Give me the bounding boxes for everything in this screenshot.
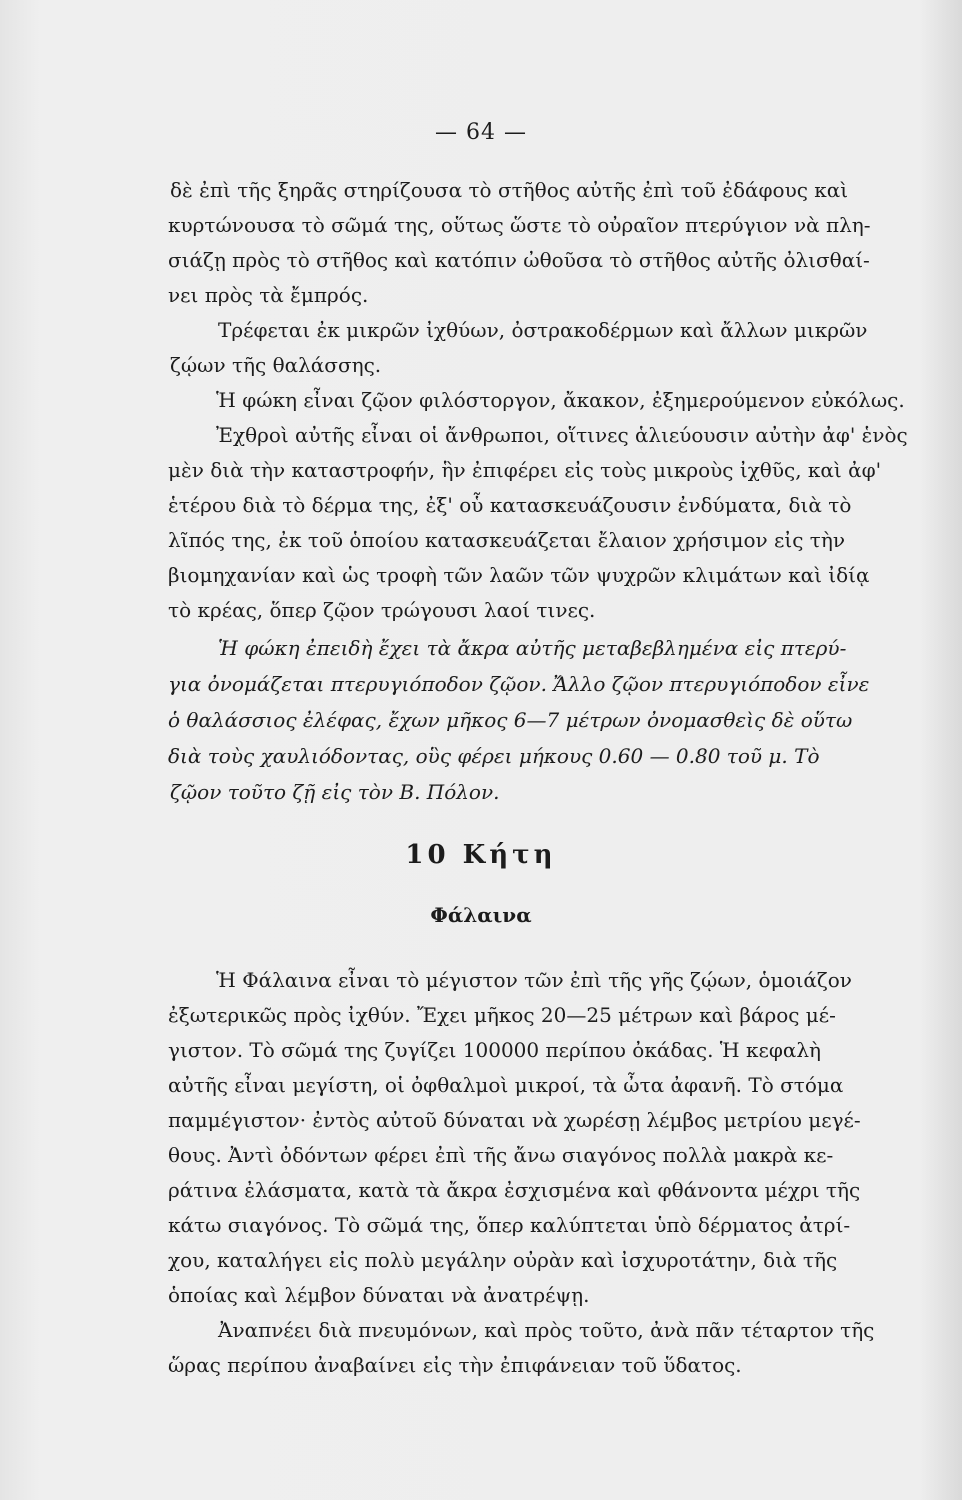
- page-number: — 64 —: [435, 120, 527, 145]
- text-line: μὲν διὰ τὴν καταστροφήν, ἣν ἐπιφέρει εἰς τοὺς μικροὺς ἰχθῦς, καὶ ἀφ': [168, 458, 882, 482]
- text-line: τὸ κρέας, ὅπερ ζῷον τρώγουσι λαοί τινες.: [168, 598, 596, 622]
- text-line: παμμέγιστον· ἐντὸς αὐτοῦ δύναται νὰ χωρέσῃ λέμβος μετρίου μεγέ-: [168, 1108, 861, 1132]
- text-line: δὲ ἐπὶ τῆς ξηρᾶς στηρίζουσα τὸ στῆθος αὐτῆς ἐπὶ τοῦ ἐδάφους καὶ: [170, 178, 849, 202]
- text-line: Τρέφεται ἐκ μικρῶν ἰχθύων, ὀστρακοδέρμων καὶ ἄλλων μικρῶν: [218, 318, 868, 342]
- text-line: λῖπός της, ἐκ τοῦ ὁποίου κατασκευάζεται ἔλαιον χρήσιμον εἰς τὴν: [168, 528, 845, 552]
- text-line: ἐξωτερικῶς πρὸς ἰχθύν. Ἔχει μῆκος 20—25 μέτρων καὶ βάρος μέ-: [168, 1003, 836, 1027]
- section-heading: 10 Κήτη: [405, 840, 557, 870]
- text-line: νει πρὸς τὰ ἔμπρός.: [168, 283, 369, 307]
- text-line: Ἡ Φάλαινα εἶναι τὸ μέγιστον τῶν ἐπὶ τῆς γῆς ζῴων, ὁμοιάζον: [216, 968, 852, 992]
- subsection-heading: Φάλαινα: [430, 903, 532, 927]
- text-line: Ἡ φώκη εἶναι ζῷον φιλόστοργον, ἄκακον, ἐξημερούμενον εὐκόλως.: [216, 388, 905, 412]
- text-line: ζῷον τοῦτο ζῇ εἰς τὸν Β. Πόλον.: [170, 780, 500, 804]
- text-line: αὐτῆς εἶναι μεγίστη, οἱ ὀφθαλμοὶ μικροί, τὰ ὦτα ἀφανῆ. Τὸ στόμα: [168, 1073, 844, 1097]
- text-line: ράτινα ἐλάσματα, κατὰ τὰ ἄκρα ἐσχισμένα καὶ φθάνοντα μέχρι τῆς: [168, 1178, 861, 1202]
- text-line: ὁποίας καὶ λέμβον δύναται νὰ ἀνατρέψῃ.: [168, 1283, 590, 1307]
- text-line: Ἡ φώκη ἐπειδὴ ἔχει τὰ ἄκρα αὐτῆς μεταβεβλημένα εἰς πτερύ-: [218, 636, 847, 660]
- text-line: βιομηχανίαν καὶ ὡς τροφὴ τῶν λαῶν τῶν ψυχρῶν κλιμάτων καὶ ἰδίᾳ: [168, 563, 870, 587]
- text-line: για ὀνομάζεται πτερυγιόποδον ζῷον. Ἄλλο ζῷον πτερυγιόποδον εἶνε: [168, 672, 870, 696]
- text-line: ὁ θαλάσσιος ἐλέφας, ἔχων μῆκος 6—7 μέτρων ὀνομασθεὶς δὲ οὕτω: [168, 708, 853, 732]
- text-line: ζῴων τῆς θαλάσσης.: [170, 353, 382, 377]
- text-line: θους. Ἀντὶ ὀδόντων φέρει ἐπὶ τῆς ἄνω σιαγόνος πολλὰ μακρὰ κε-: [168, 1143, 834, 1167]
- text-line: σιάζῃ πρὸς τὸ στῆθος καὶ κατόπιν ὠθοῦσα τὸ στῆθος αὐτῆς ὀλισθαί-: [168, 248, 870, 272]
- text-line: χου, καταλήγει εἰς πολὺ μεγάλην οὐρὰν καὶ ἰσχυροτάτην, διὰ τῆς: [168, 1248, 838, 1272]
- text-line: Ἀναπνέει διὰ πνευμόνων, καὶ πρὸς τοῦτο, ἀνὰ πᾶν τέταρτον τῆς: [218, 1318, 875, 1342]
- text-line: γιστον. Τὸ σῶμά της ζυγίζει 100000 περίπου ὀκάδας. Ἡ κεφαλὴ: [168, 1038, 822, 1062]
- text-line: διὰ τοὺς χαυλιόδοντας, οὓς φέρει μήκους 0.60 — 0.80 τοῦ μ. Τὸ: [168, 744, 820, 768]
- text-line: κυρτώνουσα τὸ σῶμά της, οὕτως ὥστε τὸ οὐραῖον πτερύγιον νὰ πλη-: [168, 213, 871, 237]
- text-line: ἑτέρου διὰ τὸ δέρμα της, ἐξ' οὗ κατασκευάζουσιν ἐνδύματα, διὰ τὸ: [168, 493, 852, 517]
- text-line: Ἐχθροὶ αὐτῆς εἶναι οἱ ἄνθρωποι, οἵτινες ἁλιεύουσιν αὐτὴν ἀφ' ἑνὸς: [216, 423, 908, 447]
- text-line: ὥρας περίπου ἀναβαίνει εἰς τὴν ἐπιφάνειαν τοῦ ὕδατος.: [168, 1353, 742, 1377]
- text-line: κάτω σιαγόνος. Τὸ σῶμά της, ὅπερ καλύπτεται ὑπὸ δέρματος ἀτρί-: [168, 1213, 851, 1237]
